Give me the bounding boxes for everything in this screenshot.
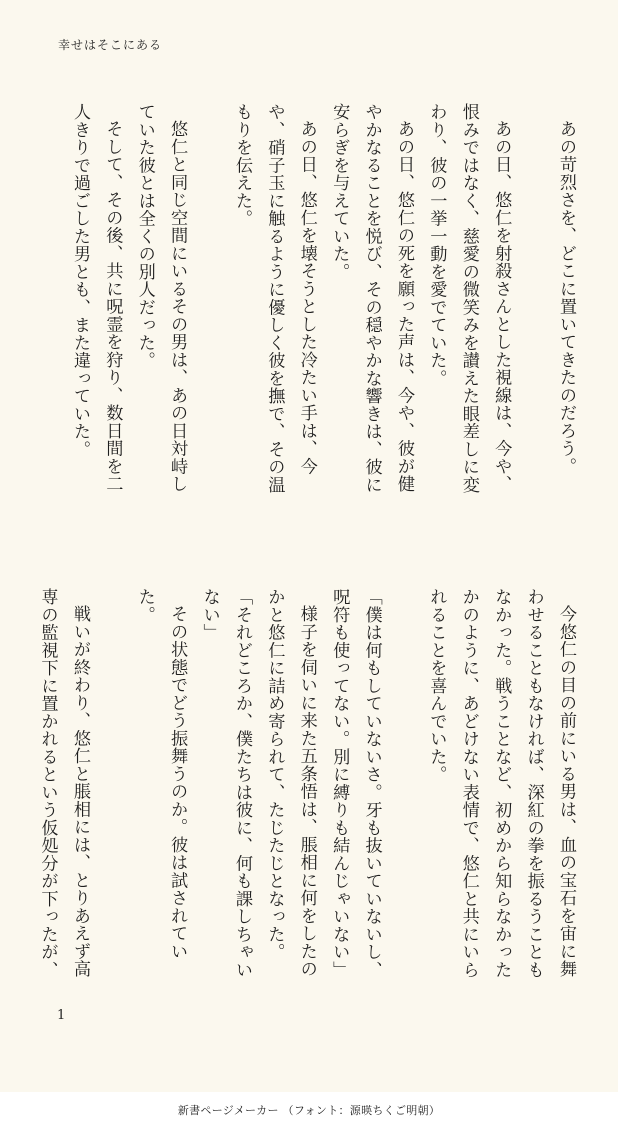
paragraph: その状態でどう振舞うのか。彼は試されていた。 [134,588,188,961]
paragraph: あの日、悠仁の死を願った声は、今や、彼が健やかなることを悦び、その穏やかな響きは、彼に安らぎを与えていた。 [329,103,414,494]
dialogue-line: 「僕は何もしていないさ。牙も抜いていないし、呪符も使ってない。別に縛りも結んじゃいない」 [329,588,382,979]
paragraph [193,103,225,495]
paragraph: 今悠仁の目の前にいる男は、血の宝石を宙に舞わせることもなければ、深紅の拳を振るうこともなかった。戦うことなど、初めから知らなかったかのように、あどけない表情で、悠仁と共にいられることを喜んでいた。 [426,588,576,979]
paragraph: 様子を伺いに来た五条悟は、脹相に何をしたのかと悠仁に詰め寄られて、たじたじとなった。 [264,588,317,978]
text-tier-bottom [37,588,582,980]
paragraph: 戦いが終わり、悠仁と脹相には、とりあえず高専の監視下に置かれるという仮処分が下ったが、 [37,588,90,979]
running-header-title: 幸せはそこにある [58,38,163,52]
paragraph: そして、その後、共に呪霊を狩り、数日間を二人きりで過ごした男とも、また違っていた。 [69,103,123,493]
dialogue-line: 「それどころか、僕たちは彼に、何も課しちゃいない」 [199,588,252,979]
paragraph: あの苛烈さを、どこに置いてきたのだろう。 [556,120,576,476]
paragraph: 悠仁と同じ空間にいるその男は、あの日対峙していた彼とは全くの別人だった。 [134,103,188,493]
paragraph [388,588,420,980]
paragraph [517,103,549,495]
page-number: 1 [57,1008,66,1023]
generator-credit: 新書ページメーカー （フォント：源暎ちくご明朝） [177,1104,441,1117]
paragraph [96,588,128,980]
paragraph: あの日、悠仁を壊そうとした冷たい手は、今や、硝子玉に触るように優しく彼を撫で、その温もりを伝えた。 [231,103,317,494]
paragraph: あの日、悠仁を射殺さんとした視線は、今や、恨みではなく、慈愛の微笑みを讃えた眼差しに変わり、彼の一挙一動を愛でていた。 [426,103,512,494]
text-tier-top [42,103,582,495]
